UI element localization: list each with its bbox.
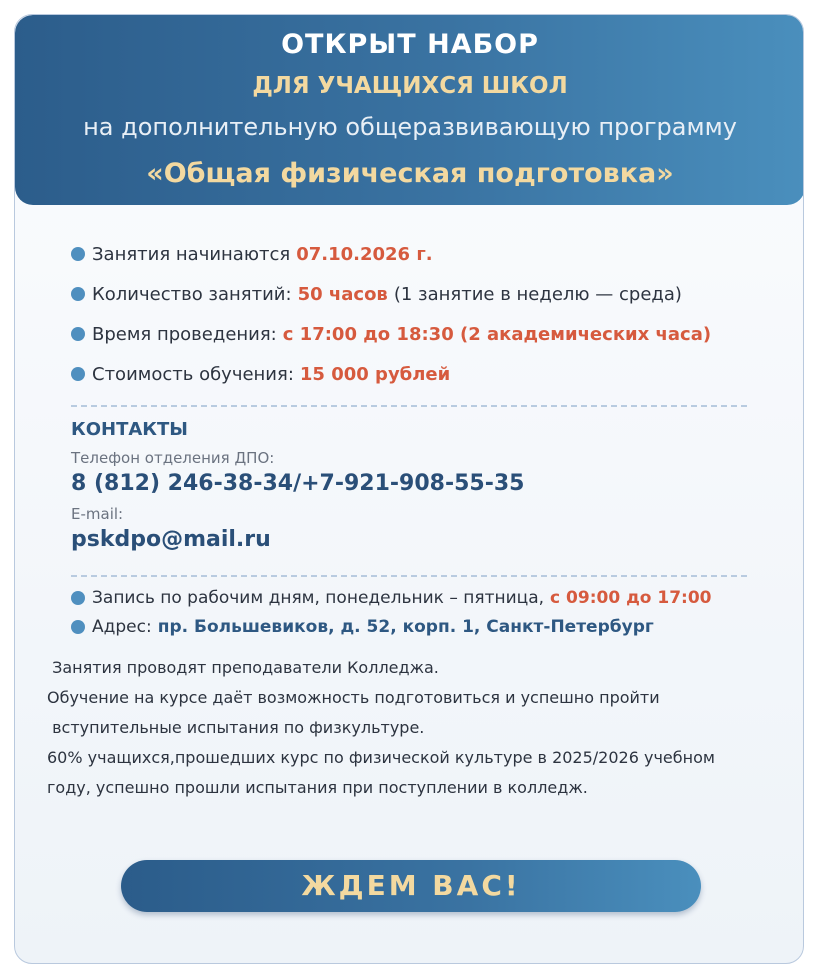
schedule-text: Запись по рабочим дням, понедельник – пятница,: [92, 587, 545, 608]
header-subtitle: ДЛЯ УЧАЩИХСЯ ШКОЛ: [252, 73, 568, 99]
email-label: E-mail:: [71, 505, 124, 523]
bullet-icon: [71, 287, 85, 301]
cta-button[interactable]: ЖДЕМ ВАС!: [121, 860, 701, 912]
bullet-icon: [71, 247, 85, 261]
note-line: Обучение на курсе даёт возможность подготовиться и успешно пройти: [47, 688, 660, 707]
email-link[interactable]: pskdpo@mail.ru: [71, 527, 271, 552]
schedule-time: с 09:00 до 17:00: [550, 587, 712, 608]
note-line: 60% учащихся,прошедших курс по физической культуре в 2025/2026 учебном: [47, 748, 715, 767]
info-value: с 17:00 до 18:30 (2 академических часа): [282, 323, 712, 345]
info-item-count: [71, 274, 771, 314]
info-list: [71, 234, 771, 394]
phone-number[interactable]: 8 (812) 246-38-34/+7-921-908-55-35: [71, 471, 525, 496]
info-label: Занятия начинаются: [92, 243, 291, 265]
bullet-icon: [71, 620, 85, 634]
contacts-title: КОНТАКТЫ: [71, 419, 188, 440]
info-label: Стоимость обучения:: [92, 363, 294, 385]
note-line: вступительные испытания по физкультуре.: [47, 718, 425, 737]
address-value: пр. Большевиков, д. 52, корп. 1, Санкт-Петербург: [157, 616, 654, 637]
info-item-cost: [71, 354, 771, 394]
flyer-card: [14, 14, 804, 964]
info-value: 15 000 рублей: [299, 363, 451, 385]
info-item-time: [71, 314, 771, 354]
header-description: на дополнительную общеразвивающую программу: [83, 113, 737, 141]
header-banner: [15, 15, 804, 205]
info-item-start: [71, 234, 771, 274]
notes-block: [47, 653, 787, 803]
address-item: [71, 612, 771, 641]
note-line: году, успешно прошли испытания при поступлении в колледж.: [47, 778, 588, 797]
schedule-section: [71, 583, 771, 641]
info-label: Количество занятий:: [92, 283, 292, 305]
contacts-section: [71, 417, 771, 555]
info-value: 50 часов: [297, 283, 388, 305]
info-extra: (1 занятие в неделю — среда): [393, 283, 682, 305]
info-value: 07.10.2026 г.: [296, 243, 433, 265]
program-name: «Общая физическая подготовка»: [146, 158, 674, 189]
bullet-icon: [71, 327, 85, 341]
phone-label: Телефон отделения ДПО:: [71, 449, 275, 467]
bullet-icon: [71, 367, 85, 381]
divider: [71, 575, 747, 577]
address-label: Адрес:: [92, 616, 152, 637]
bullet-icon: [71, 591, 85, 605]
info-label: Время проведения:: [92, 323, 277, 345]
header-title: ОТКРЫТ НАБОР: [281, 29, 539, 60]
schedule-item: [71, 583, 771, 612]
divider: [71, 405, 747, 407]
note-line: Занятия проводят преподаватели Колледжа.: [47, 658, 439, 677]
